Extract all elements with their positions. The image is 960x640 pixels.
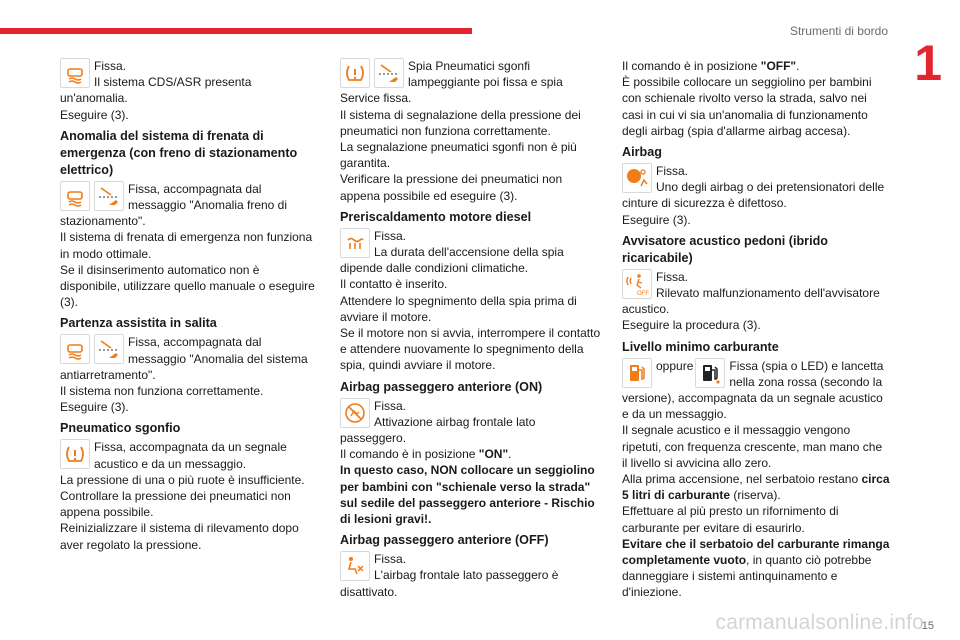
text: (riserva). bbox=[730, 488, 781, 503]
text: un'anomalia. bbox=[60, 91, 128, 106]
column-3 bbox=[622, 58, 890, 601]
text bbox=[622, 471, 890, 503]
text: La segnalazione pneumatici sgonfi non è più garantita. bbox=[340, 140, 577, 171]
airbag-off-icon bbox=[340, 551, 370, 581]
airbag-warning-icon bbox=[622, 163, 652, 193]
text: Fissa. bbox=[374, 552, 407, 567]
page-number: 15 bbox=[921, 620, 934, 632]
text: Fissa, accompagnata dal messaggio "Anomalia freno di stazionamento". bbox=[60, 181, 288, 229]
text: Eseguire (3). bbox=[622, 212, 691, 227]
warning-text: In questo caso, NON collocare un seggiolino per bambini con "schienale verso la strada" sul sedile del passeggero anteriore - Rischio di lesioni gravi!. bbox=[340, 463, 595, 527]
text: Il sistema di segnalazione della pressione dei pneumatici non funziona correttamente. bbox=[340, 107, 581, 138]
text: Effettuare al più presto un rifornimento di carburante per evitare di esaurirlo. bbox=[622, 504, 839, 535]
heading: Avvisatore acustico pedoni (ibrido ricaricabile) bbox=[622, 233, 828, 265]
text: "ON" bbox=[478, 447, 509, 462]
text: Il sistema di frenata di emergenza non funziona in modo ottimale. bbox=[60, 230, 313, 261]
entry-flat-tyre bbox=[60, 439, 322, 552]
text: Attivazione airbag frontale lato passeggero. bbox=[340, 414, 536, 446]
text: La durata dell'accensione della spia dipende dalle condizioni climatiche. bbox=[340, 245, 564, 276]
watermark: carmanualsonline.info bbox=[715, 611, 924, 634]
text: Reinizializzare il sistema di rilevamento dopo aver regolato la pressione. bbox=[60, 521, 299, 552]
text: "OFF" bbox=[760, 59, 797, 73]
wrench-service-icon bbox=[94, 334, 124, 364]
car-skid-warning-icon bbox=[60, 181, 90, 211]
svg-text:OFF: OFF bbox=[637, 290, 649, 296]
text: . bbox=[508, 447, 512, 462]
chapter-number: 1 bbox=[914, 35, 942, 91]
text: L'airbag frontale lato passeggero è disattivato. bbox=[340, 568, 559, 599]
text: Controllare la pressione dei pneumatici non appena possibile. bbox=[60, 489, 291, 520]
text: Il segnale acustico e il messaggio vengono ripetuti, con frequenza crescente, man mano che il livello si avvicina allo zero. bbox=[622, 423, 883, 470]
text bbox=[622, 536, 890, 601]
wrench-service-icon bbox=[374, 58, 404, 88]
entry-pedestrian-horn bbox=[622, 269, 890, 334]
heading: Airbag passeggero anteriore (OFF) bbox=[340, 533, 549, 548]
heading: Airbag bbox=[622, 145, 662, 160]
text: Il comando è in posizione bbox=[340, 447, 479, 462]
text: , in quanto ciò potrebbe danneggiare i sistemi antinquinamento e d'iniezione. bbox=[622, 553, 872, 600]
text: Fissa. bbox=[656, 269, 689, 284]
heading: Partenza assistita in salita bbox=[60, 316, 217, 331]
text: . bbox=[796, 59, 800, 73]
header-accent-bar bbox=[0, 28, 472, 34]
tyre-pressure-icon bbox=[60, 439, 90, 469]
text: Eseguire la procedura (3). bbox=[622, 318, 761, 333]
pedestrian-horn-icon bbox=[622, 269, 652, 299]
heading: Pneumatico sgonfio bbox=[60, 421, 181, 436]
entry-low-fuel bbox=[622, 358, 890, 601]
text: Fissa (spia o LED) e lancetta nella zona rossa (secondo la versione), accompagnata da un segnale acustico e da un messaggio. bbox=[622, 358, 884, 422]
column-1 bbox=[60, 58, 322, 553]
heading: Preriscaldamento motore diesel bbox=[340, 209, 532, 224]
tyre-pressure-icon bbox=[340, 58, 370, 88]
entry-passenger-airbag-off bbox=[340, 551, 602, 600]
glow-plug-icon bbox=[340, 228, 370, 258]
text: oppure bbox=[656, 358, 694, 373]
text: Fissa. bbox=[374, 228, 407, 243]
entry-hill-start bbox=[60, 334, 322, 415]
text: Se il motore non si avvia, interrompere il contatto e attendere nuovamente lo spegnimento della spia, quindi avviare il motore. bbox=[340, 326, 601, 373]
text: Spia Pneumatici sgonfi lampeggiante poi fissa e spia Service fissa. bbox=[340, 59, 563, 106]
fuel-pump-icon bbox=[622, 358, 652, 388]
entry-emergency-braking bbox=[60, 181, 322, 311]
text: Fissa. bbox=[94, 59, 127, 73]
car-skid-warning-icon bbox=[60, 334, 90, 364]
entry-preheating bbox=[340, 228, 602, 374]
text: Evitare che il serbatoio del carburante rimanga completamente vuoto bbox=[622, 536, 890, 568]
entry-airbag bbox=[622, 163, 890, 228]
heading: Livello minimo carburante bbox=[622, 339, 779, 354]
text bbox=[340, 446, 602, 462]
text: Verificare la pressione dei pneumatici non appena possibile ed eseguire (3). bbox=[340, 172, 563, 203]
text: La pressione di una o più ruote è insufficiente. bbox=[60, 472, 305, 487]
text: Uno degli airbag o dei pretensionatori delle cinture di sicurezza è difettoso. bbox=[622, 180, 885, 211]
text: Eseguire (3). bbox=[60, 107, 129, 122]
airbag-on-icon bbox=[340, 398, 370, 428]
text: circa 5 litri di carburante bbox=[622, 472, 890, 503]
text bbox=[622, 58, 890, 74]
text: Fissa. bbox=[374, 398, 407, 413]
text: Il comando è in posizione bbox=[622, 59, 761, 73]
car-skid-warning-icon bbox=[60, 58, 90, 88]
text: Il contatto è inserito. bbox=[340, 277, 448, 292]
text: Fissa, accompagnata dal messaggio "Anomalia del sistema antiarretramento". bbox=[60, 335, 308, 382]
text: Il sistema CDS/ASR presenta bbox=[94, 75, 252, 90]
text: Alla prima accensione, nel serbatoio restano bbox=[622, 472, 862, 487]
text: Attendere lo spegnimento della spia prima di avviare il motore. bbox=[340, 293, 577, 324]
heading: Anomalia del sistema di frenata di emergenza (con freno di stazionamento elettrico) bbox=[60, 128, 298, 177]
text: Se il disinserimento automatico non è disponibile, utilizzare quello manuale o eseguire (3). bbox=[60, 262, 315, 310]
section-title: Strumenti di bordo bbox=[789, 24, 888, 38]
entry-passenger-airbag-on bbox=[340, 398, 602, 528]
text: Fissa. bbox=[656, 164, 689, 179]
text: È possibile collocare un seggiolino per bambini con schienale rivolto verso la strada, salvo nei casi in cui vi sia un'anomalia di funzionamento degli airbag (spia d'allarme airbag accesa). bbox=[622, 75, 872, 138]
heading: Airbag passeggero anteriore (ON) bbox=[340, 379, 543, 394]
text: Rilevato malfunzionamento dell'avvisatore acustico. bbox=[622, 286, 880, 317]
entry-cds-asr bbox=[60, 58, 322, 123]
text: Eseguire (3). bbox=[60, 400, 129, 415]
fuel-pump-led-icon bbox=[695, 358, 725, 388]
wrench-service-icon bbox=[94, 181, 124, 211]
column-2 bbox=[340, 58, 602, 600]
text: Fissa, accompagnata da un segnale acustico e da un messaggio. bbox=[94, 440, 287, 471]
text: Il sistema non funziona correttamente. bbox=[60, 384, 264, 399]
entry-tyre-system-fault bbox=[340, 58, 602, 204]
